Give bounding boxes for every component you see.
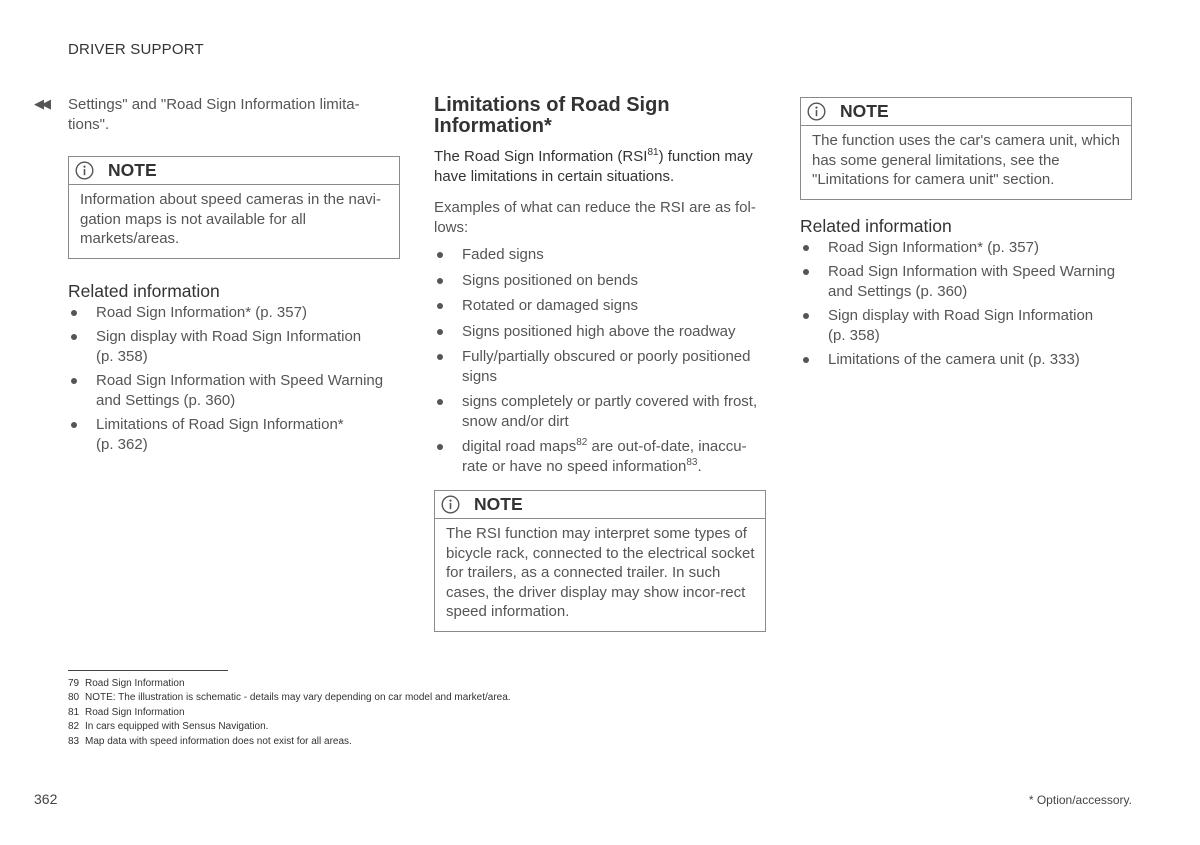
double-left-arrow-icon: ◀◀	[34, 96, 48, 111]
footnote-text: NOTE: The illustration is schematic - details may vary depending on car model and market/area.	[85, 692, 511, 704]
examples-intro: Examples of what can reduce the RSI are as fol-lows:	[434, 199, 756, 236]
info-circle-icon	[75, 161, 94, 180]
footnote-text: In cars equipped with Sensus Navigation.	[85, 721, 269, 733]
related-links-list	[68, 303, 400, 455]
list-item: Signs positioned high above the roadway	[434, 322, 766, 342]
column-right	[800, 97, 1132, 375]
section-header: DRIVER SUPPORT	[68, 41, 204, 58]
footnote-number: 80	[68, 692, 80, 704]
list-item-text: digital road maps	[462, 438, 577, 455]
info-circle-icon	[441, 495, 460, 514]
footnote	[68, 720, 511, 735]
related-link[interactable]: Limitations of the camera unit (p. 333)	[800, 350, 1132, 370]
list-item: Faded signs	[434, 245, 766, 265]
examples-list	[434, 245, 766, 476]
related-links-list	[800, 238, 1132, 370]
note-box-bicycle-rack	[434, 490, 766, 632]
related-link[interactable]: Road Sign Information with Speed Warning and Settings (p. 360)	[68, 371, 400, 410]
note-title: NOTE	[108, 160, 157, 180]
note-title: NOTE	[840, 101, 889, 121]
page-number: 362	[34, 791, 58, 807]
related-information-heading: Related information	[800, 215, 952, 236]
footnote-ref[interactable]: 83	[686, 456, 698, 468]
column-middle	[434, 95, 766, 632]
related-link[interactable]: Road Sign Information* (p. 357)	[68, 303, 400, 323]
list-item: Signs positioned on bends	[434, 271, 766, 291]
footnote-ref[interactable]: 82	[576, 437, 588, 448]
note-box-speed-cameras	[68, 156, 400, 259]
footnote-number: 82	[68, 721, 80, 733]
note-text: The function uses the car's camera unit, which has some general limitations, see the "Limitations for camera unit" section.	[812, 132, 1121, 188]
note-header	[435, 491, 765, 519]
related-link[interactable]: Sign display with Road Sign Information (p. 358)	[800, 306, 1132, 345]
related-link[interactable]: Sign display with Road Sign Information (p. 358)	[68, 327, 400, 366]
footnote-number: 81	[68, 706, 80, 718]
continued-paragraph: Settings" and "Road Sign Information limita-tions".	[68, 96, 360, 133]
related-link[interactable]: Road Sign Information with Speed Warning and Settings (p. 360)	[800, 262, 1132, 301]
note-header	[801, 98, 1131, 126]
footnote-text: Road Sign Information	[85, 677, 185, 689]
related-link[interactable]: Limitations of Road Sign Information* (p. 362)	[68, 415, 400, 454]
info-circle-icon	[807, 102, 826, 121]
note-box-camera-unit	[800, 97, 1132, 200]
list-item-text: are out-of-date, inaccu-rate or have no speed information	[462, 438, 747, 475]
footnote-text: Road Sign Information	[85, 706, 185, 718]
note-text: The RSI function may interpret some types of bicycle rack, connected to the electrical socket for trailers, as a connected trailer. In such cases, the driver display may show incor-rect speed information.	[446, 525, 755, 620]
article-title: Limitations of Road Sign Information*	[434, 94, 670, 137]
footnote-number: 79	[68, 677, 80, 689]
intro-text-start: The Road Sign Information (RSI	[434, 148, 648, 165]
footnotes	[68, 676, 511, 749]
footnote	[68, 705, 511, 720]
footnote-text: Map data with speed information does not exist for all areas.	[85, 735, 352, 747]
note-header	[69, 157, 399, 185]
list-item: signs completely or partly covered with frost, snow and/or dirt	[434, 392, 766, 431]
related-information-heading: Related information	[68, 280, 220, 301]
footnote	[68, 691, 511, 706]
note-text: Information about speed cameras in the navi-gation maps is not available for all markets/areas.	[80, 191, 382, 247]
list-item-digital-maps	[434, 437, 766, 476]
footnote-divider	[68, 670, 228, 671]
footnote-number: 83	[68, 735, 80, 747]
intro-paragraph	[434, 147, 766, 186]
note-title: NOTE	[474, 494, 523, 514]
footnote	[68, 676, 511, 691]
footnote	[68, 734, 511, 749]
intro-text-end: ) function may have limitations in certain situations.	[434, 148, 753, 185]
column-left	[68, 95, 400, 459]
option-accessory-note: * Option/accessory.	[1028, 793, 1132, 807]
footnote-ref[interactable]: 81	[647, 147, 659, 158]
list-item-text: .	[697, 457, 702, 475]
list-item: Rotated or damaged signs	[434, 296, 766, 316]
related-link[interactable]: Road Sign Information* (p. 357)	[800, 238, 1132, 258]
list-item: Fully/partially obscured or poorly positioned signs	[434, 347, 766, 386]
